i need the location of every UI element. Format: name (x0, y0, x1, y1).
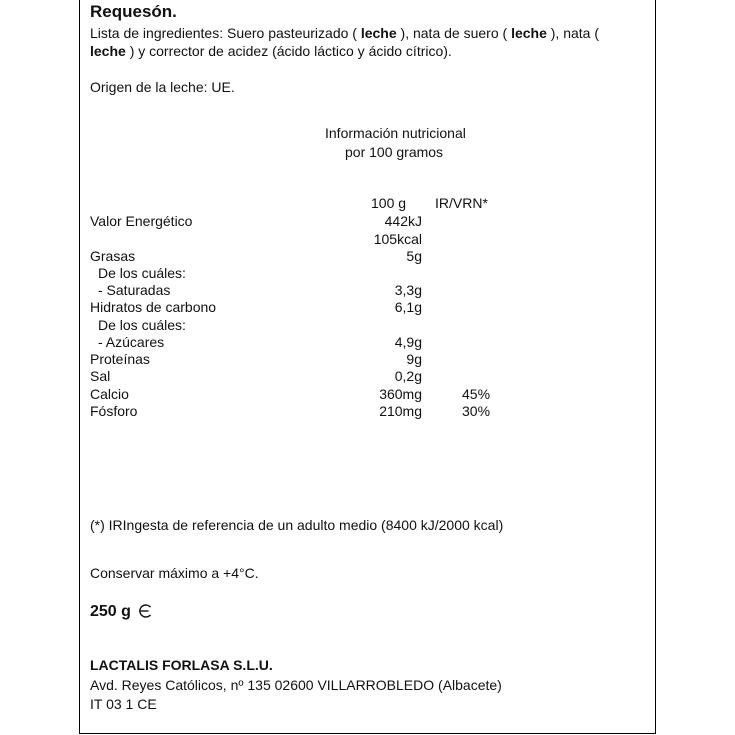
nutrient-fat-of-which: De los cuáles: (98, 265, 186, 281)
nutrient-calcium-percent: 45% (462, 386, 491, 402)
ingredients-suffix: ) y corrector de acidez (ácido láctico y ácido cítrico). (125, 43, 452, 59)
nutrient-carbs-value: 6,1g (394, 299, 422, 315)
allergen-milk-2: leche (511, 25, 547, 41)
product-title: Requesón. (90, 2, 177, 21)
nutrient-salt-label: Sal (90, 368, 111, 384)
nutrient-energy-label: Valor Energético (90, 213, 193, 229)
nutrient-fat-value: 5g (406, 248, 422, 264)
nutrient-carbs-of-which: De los cuáles: (98, 317, 186, 333)
nutrient-protein-label: Proteínas (90, 351, 150, 367)
nutrient-phosphorus-percent: 30% (462, 403, 491, 419)
net-weight: 250 g (90, 603, 131, 620)
ingredients-prefix: Lista de ingredientes: Suero pasteurizado ( (90, 25, 361, 41)
nutrient-energy-kj: 442kJ (384, 213, 422, 229)
allergen-milk-1: leche (360, 25, 397, 41)
reference-intake-footnote: (*) IRIngesta de referencia de un adulto medio (8400 kJ/2000 kcal) (90, 517, 504, 533)
column-header-100g: 100 g (371, 195, 407, 211)
ingredients-line-2 (90, 43, 452, 60)
allergen-milk-3: leche (90, 43, 126, 59)
e-mark-icon (137, 603, 153, 619)
product-label (79, 0, 656, 734)
nutrient-fat-label: Grasas (90, 248, 136, 264)
nutrient-calcium-label: Calcio (90, 386, 129, 402)
nutrient-phosphorus-value: 210mg (379, 403, 422, 419)
nutrient-protein-value: 9g (406, 351, 422, 367)
nutrition-title: Información nutricional (325, 125, 466, 141)
company-address: Avd. Reyes Católicos, nº 135 02600 VILLARROBLEDO (Albacete) (90, 677, 502, 693)
ingredients-mid-2: ), nata ( (546, 25, 600, 41)
nutrient-sugars-value: 4,9g (394, 334, 422, 350)
ingredients-line-1 (90, 25, 599, 42)
nutrient-carbs-label: Hidratos de carbono (90, 299, 217, 315)
nutrient-calcium-value: 360mg (379, 386, 422, 402)
nutrition-subtitle: por 100 gramos (345, 144, 444, 160)
column-header-ir-vrn: IR/VRN* (435, 195, 488, 211)
nutrient-saturates-label: - Saturadas (98, 282, 171, 298)
nutrient-salt-value: 0,2g (394, 368, 422, 384)
nutrient-saturates-value: 3,3g (394, 282, 422, 298)
ingredients-mid-1: ), nata de suero ( (396, 25, 512, 41)
milk-origin: Origen de la leche: UE. (90, 79, 235, 95)
nutrient-energy-kcal: 105kcal (373, 231, 422, 247)
company-name: LACTALIS FORLASA S.L.U. (90, 657, 273, 673)
storage-instructions: Conservar máximo a +4°C. (90, 565, 259, 581)
nutrient-phosphorus-label: Fósforo (90, 403, 138, 419)
health-registration: IT 03 1 CE (90, 696, 157, 712)
nutrient-sugars-label: - Azúcares (98, 334, 165, 350)
